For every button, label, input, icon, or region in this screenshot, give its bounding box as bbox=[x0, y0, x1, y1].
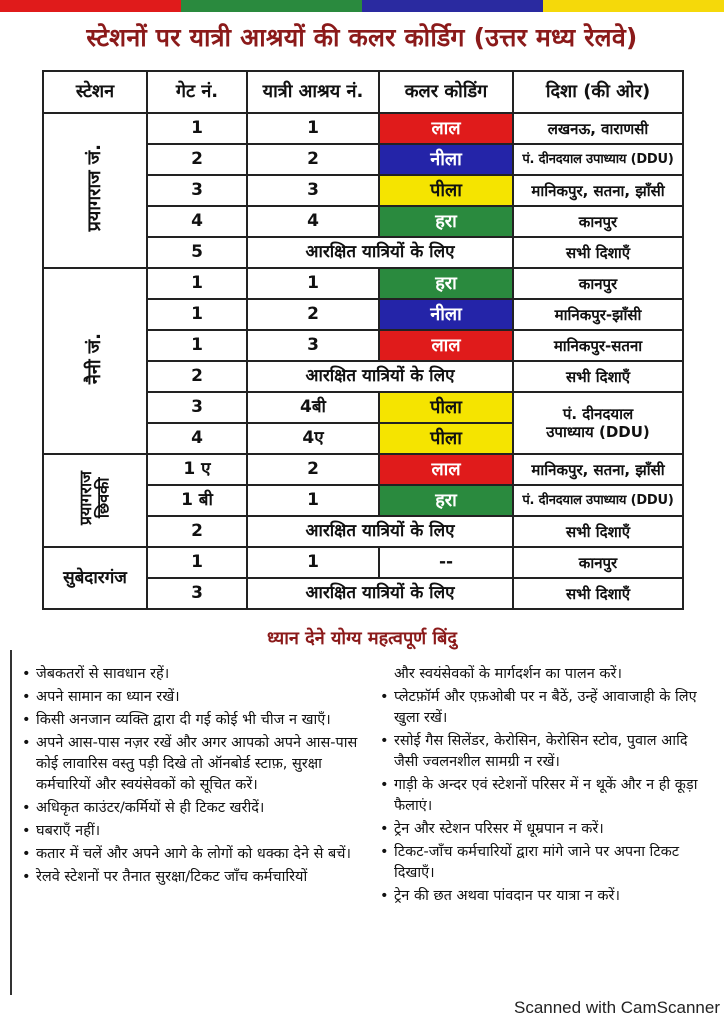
page-title: स्टेशनों पर यात्री आश्रयों की कलर कोर्डिग (उत्तर मध्य रेलवे) bbox=[86, 23, 638, 52]
gate-cell: 5 bbox=[147, 237, 247, 268]
color-strip bbox=[0, 0, 724, 12]
color-cell-blue: नीला bbox=[379, 144, 513, 175]
list-item: • अपने सामान का ध्यान रखें। bbox=[22, 689, 180, 705]
color-cell-yellow: पीला bbox=[379, 175, 513, 206]
color-cell-yellow: पीला bbox=[379, 392, 513, 423]
color-strip-blue bbox=[362, 0, 543, 12]
direction-cell: सभी दिशाएँ bbox=[513, 237, 683, 268]
reserved-cell: आरक्षित यात्रियों के लिए bbox=[247, 237, 513, 268]
list-item: • प्लेटफ़ॉर्म और एफ़ओबी पर न बैठें, उन्हें आवाजाही के लिए खुला रखें। bbox=[380, 689, 697, 726]
gate-cell: 2 bbox=[147, 361, 247, 392]
header-color: कलर कोडिंग bbox=[379, 71, 513, 113]
color-cell-green: हरा bbox=[379, 206, 513, 237]
shelter-cell: 2 bbox=[247, 144, 379, 175]
list-item: • अधिकृत काउंटर/कर्मियों से ही टिकट खरीदें। bbox=[22, 800, 265, 816]
direction-cell: मानिकपुर-झाँसी bbox=[513, 299, 683, 330]
shelter-cell: 1 bbox=[247, 547, 379, 578]
shelter-cell: 1 bbox=[247, 113, 379, 144]
direction-cell: लखनऊ, वाराणसी bbox=[513, 113, 683, 144]
shelter-cell: 3 bbox=[247, 175, 379, 206]
list-item-continuation: और स्वयंसेवकों के मार्गदर्शन का पालन करें। bbox=[394, 666, 622, 682]
list-item: • ट्रेन की छत अथवा पांवदान पर यात्रा न करें। bbox=[380, 888, 620, 904]
table-header-row bbox=[43, 71, 683, 113]
gate-cell: 4 bbox=[147, 423, 247, 454]
gate-cell: 1 bbox=[147, 113, 247, 144]
direction-cell: कानपुर bbox=[513, 268, 683, 299]
shelter-cell: 4बी bbox=[247, 392, 379, 423]
list-item: • रसोई गैस सिलेंडर, केरोसिन, केरोसिन स्टोव, पुवाल आदि जैसी ज्वलनशील सामग्री न रखें। bbox=[380, 733, 688, 770]
gate-cell: 1 bbox=[147, 547, 247, 578]
color-strip-red bbox=[0, 0, 181, 12]
color-coding-table bbox=[42, 70, 684, 610]
color-strip-green bbox=[181, 0, 362, 12]
gate-cell: 2 bbox=[147, 144, 247, 175]
header-gate: गेट नं. bbox=[147, 71, 247, 113]
gate-cell: 1 ए bbox=[147, 454, 247, 485]
list-item: • गाड़ी के अन्दर एवं स्टेशनों परिसर में न थूकें और न ही कूड़ा फैलाएं। bbox=[380, 777, 698, 814]
shelter-cell: 2 bbox=[247, 299, 379, 330]
table-row bbox=[43, 268, 683, 299]
gate-cell: 3 bbox=[147, 175, 247, 206]
list-item: • जेबकतरों से सावधान रहें। bbox=[22, 666, 170, 682]
direction-cell: पं. दीनदयाल उपाध्याय (DDU) bbox=[513, 144, 683, 175]
left-points-column bbox=[22, 664, 372, 890]
station-cheoki-line1: प्रयागराज bbox=[76, 470, 96, 525]
direction-cell: कानपुर bbox=[513, 547, 683, 578]
direction-line: पं. दीनदयाल bbox=[562, 405, 634, 423]
gate-cell: 2 bbox=[147, 516, 247, 547]
gate-cell: 3 bbox=[147, 578, 247, 609]
shelter-cell: 2 bbox=[247, 454, 379, 485]
direction-cell: मानिकपुर, सतना, झाँसी bbox=[513, 454, 683, 485]
station-subedarganj bbox=[43, 547, 147, 609]
reserved-cell: आरक्षित यात्रियों के लिए bbox=[247, 361, 513, 392]
color-cell-none: -- bbox=[379, 547, 513, 578]
direction-cell: सभी दिशाएँ bbox=[513, 516, 683, 547]
table-row bbox=[43, 547, 683, 578]
color-cell-blue: नीला bbox=[379, 299, 513, 330]
shelter-cell: 4ए bbox=[247, 423, 379, 454]
list-item: • किसी अनजान व्यक्ति द्वारा दी गई कोई भी चीज न खाएँ। bbox=[22, 712, 331, 728]
margin-line bbox=[10, 650, 12, 995]
list-item: • रेलवे स्टेशनों पर तैनात सुरक्षा/टिकट जाँच कर्मचारियों bbox=[22, 869, 308, 885]
gate-cell: 4 bbox=[147, 206, 247, 237]
direction-cell: पं. दीनदयाल उपाध्याय (DDU) bbox=[513, 485, 683, 516]
station-prayagraj bbox=[43, 113, 147, 268]
color-cell-yellow: पीला bbox=[379, 423, 513, 454]
station-cheoki bbox=[43, 454, 147, 547]
right-points-column bbox=[380, 664, 710, 909]
gate-cell: 1 बी bbox=[147, 485, 247, 516]
list-item: • ट्रेन और स्टेशन परिसर में धूम्रपान न करें। bbox=[380, 821, 604, 837]
shelter-cell: 3 bbox=[247, 330, 379, 361]
gate-cell: 1 bbox=[147, 268, 247, 299]
color-strip-yellow bbox=[543, 0, 724, 12]
color-cell-red: लाल bbox=[379, 113, 513, 144]
points-heading: ध्यान देने योग्य महत्वपूर्ण बिंदु bbox=[267, 628, 457, 649]
color-cell-green: हरा bbox=[379, 268, 513, 299]
color-cell-red: लाल bbox=[379, 454, 513, 485]
direction-cell: सभी दिशाएँ bbox=[513, 361, 683, 392]
list-item: • अपने आस-पास नज़र रखें और अगर आपको अपने आस-पास कोई लावारिस वस्तु पड़ी दिखे तो ऑनबोर्ड स्टाफ़, सुरक्षा कर्मचारियों और स्वयंसेवकों को सूचित करें। bbox=[22, 735, 358, 793]
direction-cell: मानिकपुर-सतना bbox=[513, 330, 683, 361]
direction-cell bbox=[513, 392, 683, 454]
direction-cell: कानपुर bbox=[513, 206, 683, 237]
color-cell-green: हरा bbox=[379, 485, 513, 516]
color-cell-red: लाल bbox=[379, 330, 513, 361]
gate-cell: 1 bbox=[147, 330, 247, 361]
header-shelter: यात्री आश्रय नं. bbox=[247, 71, 379, 113]
header-direction: दिशा (की ओर) bbox=[513, 71, 683, 113]
station-subedarganj-label: सुबेदारगंज bbox=[63, 567, 127, 588]
direction-line: उपाध्याय (DDU) bbox=[546, 423, 650, 441]
shelter-cell: 1 bbox=[247, 485, 379, 516]
header-station: स्टेशन bbox=[43, 71, 147, 113]
station-naini bbox=[43, 268, 147, 454]
direction-cell: सभी दिशाएँ bbox=[513, 578, 683, 609]
reserved-cell: आरक्षित यात्रियों के लिए bbox=[247, 516, 513, 547]
station-naini-label: नैनी जं. bbox=[84, 332, 106, 384]
gate-cell: 1 bbox=[147, 299, 247, 330]
list-item: • टिकट-जाँच कर्मचारियों द्वारा मांगे जाने पर अपना टिकट दिखाएँ। bbox=[380, 844, 680, 881]
table-row bbox=[43, 454, 683, 485]
scanner-watermark: Scanned with CamScanner bbox=[513, 998, 720, 1017]
table-row bbox=[43, 113, 683, 144]
shelter-cell: 4 bbox=[247, 206, 379, 237]
shelter-cell: 1 bbox=[247, 268, 379, 299]
station-cheoki-label bbox=[77, 471, 112, 525]
list-item: • घबराएँ नहीं। bbox=[22, 823, 101, 839]
station-prayagraj-label: प्रयागराज जं. bbox=[84, 144, 106, 232]
reserved-cell: आरक्षित यात्रियों के लिए bbox=[247, 578, 513, 609]
direction-cell: मानिकपुर, सतना, झाँसी bbox=[513, 175, 683, 206]
station-cheoki-line2: छिवकी bbox=[94, 477, 113, 519]
gate-cell: 3 bbox=[147, 392, 247, 423]
list-item: • कतार में चलें और अपने आगे के लोगों को धक्का देने से बचें। bbox=[22, 846, 351, 862]
